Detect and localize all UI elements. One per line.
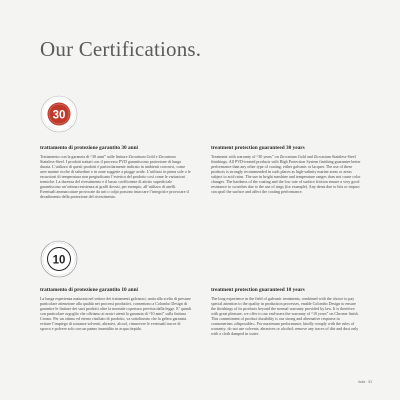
section-heading: trattamento di protezione garantito 10 anni [40,287,139,293]
section-heading: treatment protection guaranteed 10 years [211,287,305,293]
section-en-30 [211,145,361,194]
section-heading: treatment protection guaranteed 30 years [211,145,305,151]
seal-30-number: 30 [52,109,66,122]
section-it-30 [40,145,192,199]
warranty-10-seal-icon [40,240,78,278]
section-heading: trattamento di protezione garantito 30 anni [40,145,139,151]
seal-10-number: 10 [52,254,66,267]
section-it-10 [40,287,192,331]
section-body: La lunga esperienza maturata nel settore dei trattamenti galvanici, unita alla scelta di prestare particolare attenzione alla qualità nei processi produttivi, consentono a Colombo Design di garantire le finiture dei suoi prodotti oltre la normale copertura prevista dalla legge. E’ quindi con particolare orgoglio che offriamo ai nostri utenti la garanzia di “10 anni” sulla finitura Cromo. Per un ottimo ed eterno risultato di prodotto, va sottolineato che la gelera garanzia evitare l’impiego di sostanze solventi, abrasivi, alcool, rimuovere le eventuali tracce di sporco e polvere solo con un panno inumidito in acqua tiepida. [40,296,192,332]
section-body: The long experience in the field of galvanic treatments, combined with the choice to pay special attention to the quality in production processes, enable Colombo Design to ensure the finishings of its products beyond the normal warranty provided by law. It is therefore with great pleasure, we offer to our end-users the warranty of “10 years” on Chrome finish. This commitment of product durability is our strong and alternative response in consumerism «disposable». For maximum performance, kindly comply with the rules of warranty: do not use solvents, abrasives or alcohol; remove any traces of dirt and dust only with a cloth damped in water. [211,296,359,337]
page-title: Our Certifications. [40,37,202,61]
section-body: Treatment with warranty of “30 years” on Zirconium Gold and Zirconium Stainless-Steel finishings. All PVD-treated products with High Protection System finishing guarantee better performance than any other type of coating, either galvanic or lacquer. The use of these products is strongly recommended in such places as high-salinity marine areas or areas subject to acid rains. The use in bright sunshine and temperature ranges does not cause color changes. The hardness of the coating and the low rate of surface friction ensure a very good resistance to scratches due to the use of rings (for example). Any dents due to hits or impact can spoil the surface and affect the coating performance. [211,154,361,195]
section-body: Trattamento con la garanzia di “30 anni” sulle finiture Zirconium Gold e Zirconium Stainless-Steel. I prodotti trattati con il processo PVD garantiscono protezione di lunga durata. L’utilizzo di questi prodotti è particolarmente indicato in ambienti corrosivi, come aree marine ricche di salsedine o in zone soggette a piogge acide. L’utilizzo in piena sole o le escursioni di temperatura non pregiudicano l’estetica del prodotto così come le variazioni termiche. La durezza del rivestimento e il basso coefficiente di attrito superficiale garantiscono un’ottima resistenza ai graffi dovuti, per esempio, all’utilizzo di anelli. Eventuali ammaccature provocate da urti o colpi possono intaccare l’integrità e provocare il decadimento della protezione del rivestimento. [40,154,191,200]
warranty-30-seal-icon [40,95,78,133]
section-en-10 [211,287,361,336]
page-footer: Italia · 53 [358,380,372,384]
